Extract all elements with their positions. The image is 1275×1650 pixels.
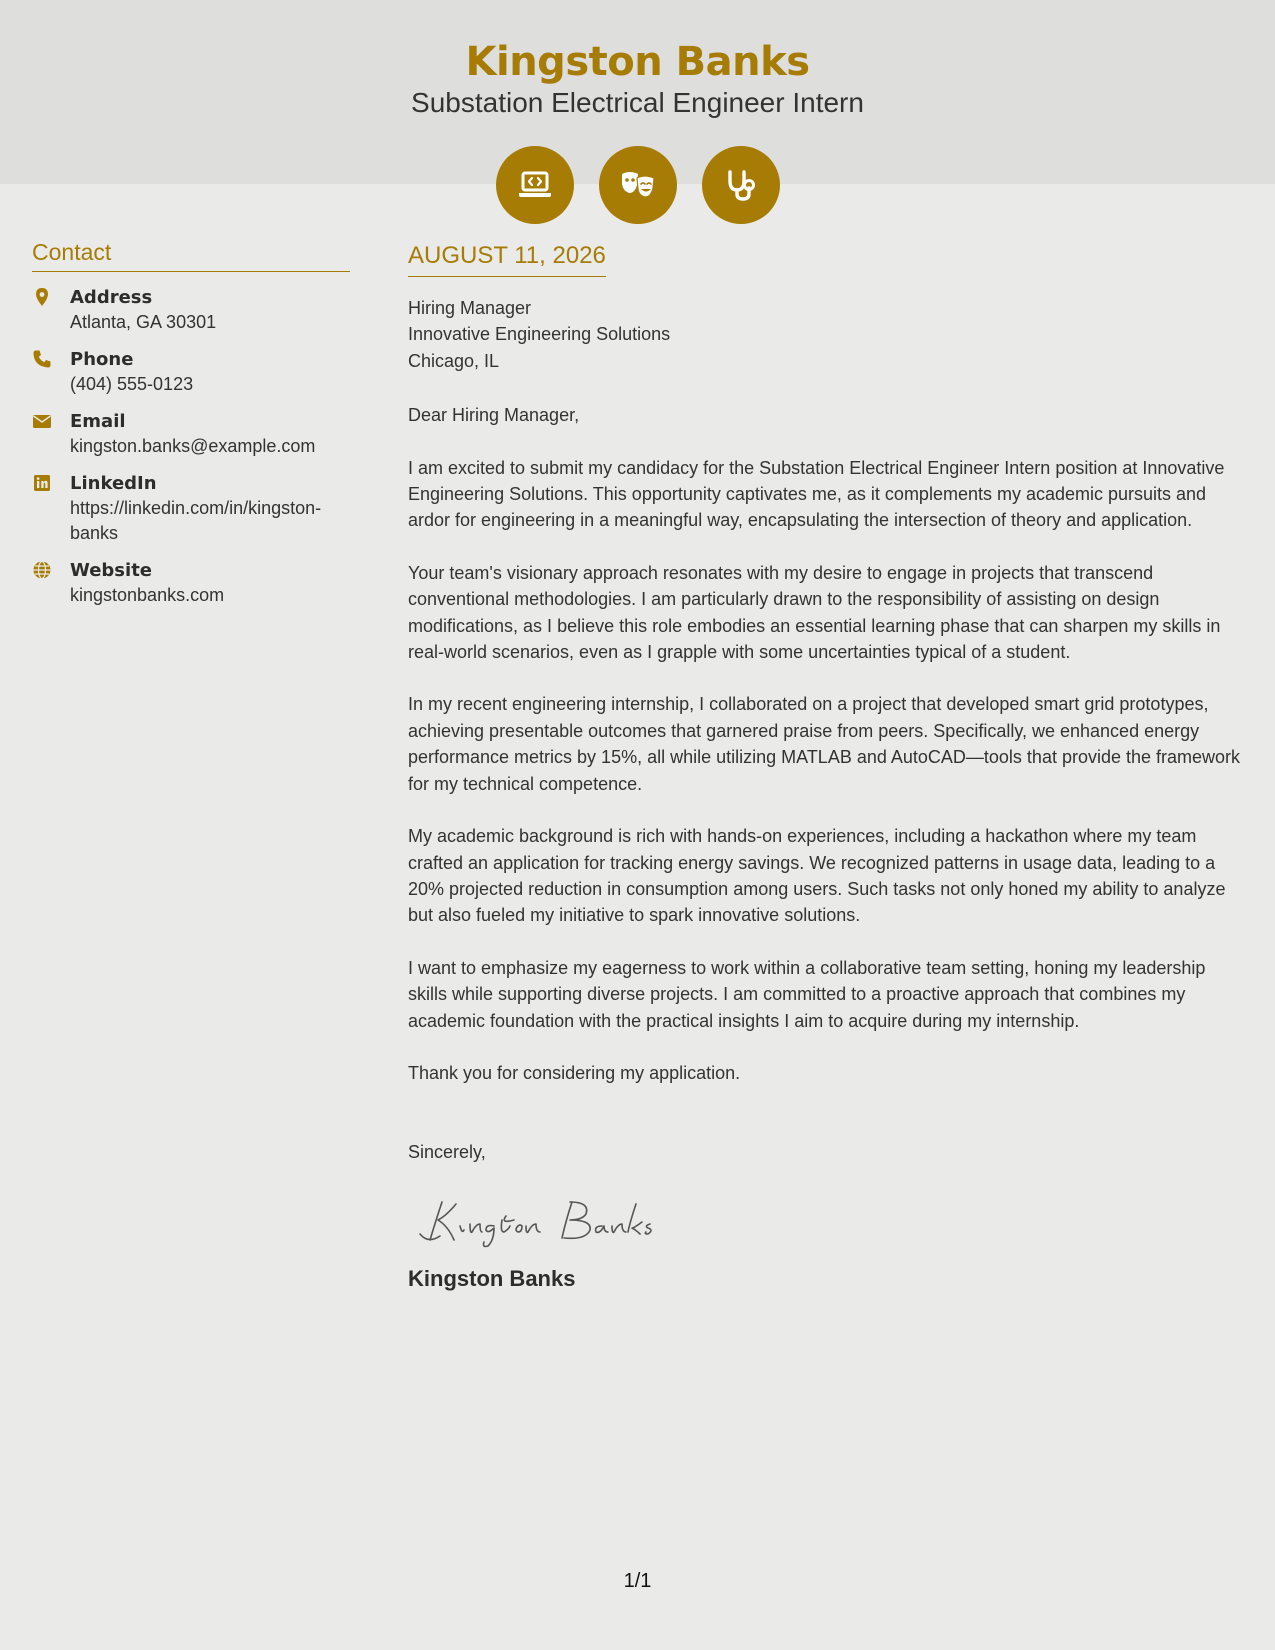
address-value: Atlanta, GA 30301	[70, 312, 217, 332]
website-label: Website	[70, 560, 153, 581]
hobby-icons	[496, 146, 780, 224]
letter-body	[408, 238, 1246, 1294]
linkedin-icon	[32, 471, 70, 493]
contact-sidebar	[32, 236, 350, 620]
page-number: 1/1	[623, 1570, 652, 1592]
candidate-name: Kingston Banks	[465, 39, 810, 85]
globe-icon	[32, 558, 70, 580]
envelope-icon	[32, 409, 70, 431]
theater-masks-icon	[599, 146, 677, 224]
email-value[interactable]: kingston.banks@example.com	[70, 436, 316, 456]
paragraph: Your team's visionary approach resonates with my desire to engage in projects that transcend conventional methodologies. I am particularly drawn to the responsibility of assisting on design modifications, as I believe this role embodies an essential learning phase that can sharpen my skills in real-world scenarios, even as I grapple with some uncertainties typical of a student.	[408, 562, 1221, 663]
contact-phone	[32, 347, 350, 397]
email-label: Email	[70, 411, 126, 432]
recipient-block	[408, 295, 1246, 374]
address-label: Address	[70, 287, 153, 308]
closing: Sincerely,	[408, 1142, 486, 1163]
paragraph: In my recent engineering internship, I collaborated on a project that developed smart grid prototypes, achieving presentable outcomes that garnered praise from peers. Specifically, we enhanced energy performance metrics by 15%, all while utilizing MATLAB and AutoCAD—tools that provide the framework for my technical competence.	[408, 694, 1241, 794]
recipient-line: Innovative Engineering Solutions	[408, 324, 671, 345]
phone-value: (404) 555-0123	[70, 374, 194, 394]
recipient-line: Chicago, IL	[408, 350, 500, 371]
contact-email	[32, 409, 350, 459]
contact-heading: Contact	[32, 236, 350, 272]
website-value[interactable]: kingstonbanks.com	[70, 585, 225, 605]
handwritten-signature	[414, 1190, 1246, 1252]
stethoscope-icon	[702, 146, 780, 224]
paragraph: Thank you for considering my application.	[408, 1062, 741, 1083]
paragraph: I want to emphasize my eagerness to work within a collaborative team setting, honing my leadership skills while supporting diverse projects. I am committed to a proactive approach that combines my academic foundation with the practical insights I aim to acquire during my internship.	[408, 957, 1206, 1031]
signer-name: Kingston Banks	[408, 1265, 576, 1291]
linkedin-label: LinkedIn	[70, 473, 157, 494]
laptop-code-icon	[496, 146, 574, 224]
greeting: Dear Hiring Manager,	[408, 405, 580, 426]
contact-website	[32, 558, 350, 608]
location-pin-icon	[32, 285, 70, 307]
linkedin-value[interactable]: https://linkedin.com/in/kingston-banks	[70, 498, 322, 543]
phone-icon	[32, 347, 70, 369]
paragraph: I am excited to submit my candidacy for the Substation Electrical Engineer Intern position at Innovative Engineering Solutions. This opportunity captivates me, as it complements my academic pursuits and ardor for engineering in a meaningful way, encapsulating the intersection of theory and application.	[408, 457, 1225, 531]
paragraph: My academic background is rich with hands-on experiences, including a hackathon where my team crafted an application for tracking energy savings. We recognized patterns in usage data, leading to a 20% projected reduction in consumption among users. Such tasks not only honed my ability to analyze but also fueled my initiative to spark innovative solutions.	[408, 826, 1226, 926]
recipient-line: Hiring Manager	[408, 298, 532, 318]
contact-address	[32, 285, 350, 335]
letter-date: AUGUST 11, 2026	[408, 238, 606, 277]
job-title: Substation Electrical Engineer Intern	[411, 87, 864, 118]
contact-linkedin	[32, 471, 350, 546]
phone-label: Phone	[70, 349, 134, 370]
